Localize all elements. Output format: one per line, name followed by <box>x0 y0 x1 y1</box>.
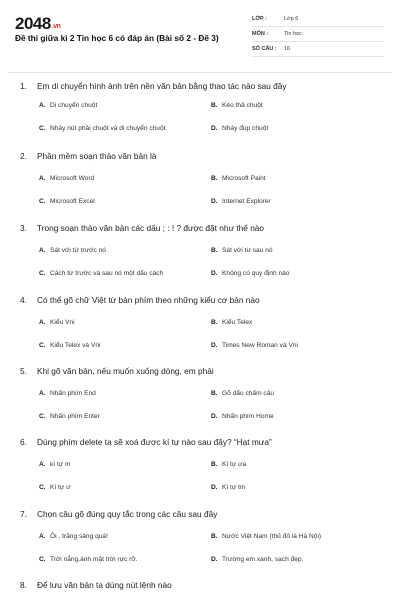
question-8 <box>20 579 380 591</box>
option-label: D. <box>211 270 218 277</box>
meta-row-count <box>252 42 384 57</box>
option-label: D. <box>211 413 218 420</box>
option-d[interactable] <box>211 198 271 205</box>
question-number: 2. <box>20 151 27 161</box>
meta-value: Lớp 6 <box>284 16 299 22</box>
option-d[interactable] <box>211 484 245 491</box>
option-a[interactable] <box>39 247 106 254</box>
option-a[interactable] <box>39 319 75 326</box>
option-label: C. <box>39 484 46 491</box>
option-a[interactable] <box>39 390 96 397</box>
option-text: Ôi , trăng sáng quá! <box>50 533 108 540</box>
option-label: A. <box>39 390 46 397</box>
option-text: Kiểu Telex và Vni <box>50 342 101 349</box>
option-text: Trường em xanh, sạch đẹp. <box>222 556 304 563</box>
option-label: D. <box>211 342 218 349</box>
question-number: 7. <box>20 509 27 519</box>
option-text: Gõ dấu chấm câu <box>222 390 275 397</box>
option-text: Nhấn phím Enter <box>50 413 100 420</box>
question-number: 3. <box>20 223 27 233</box>
exam-meta-table <box>252 12 384 57</box>
question-text: Dùng phím delete ta sẽ xoá được kí tự nào sau đây? “Hạt mưa” <box>37 437 272 447</box>
question-number: 1. <box>20 81 27 91</box>
option-label: C. <box>39 198 46 205</box>
option-d[interactable] <box>211 125 268 132</box>
option-b[interactable] <box>211 461 246 468</box>
question-7 <box>20 508 380 563</box>
option-a[interactable] <box>39 461 71 468</box>
meta-value: Tin học <box>284 31 302 37</box>
option-text: Cách từ trước và sau nó một dấu cách <box>50 270 164 277</box>
meta-value: 16 <box>284 46 291 52</box>
option-d[interactable] <box>211 342 298 349</box>
option-label: A. <box>39 533 46 540</box>
option-text: Times New Roman và Vni <box>222 342 298 349</box>
option-text: Microsoft Word <box>50 175 95 182</box>
question-number: 6. <box>20 437 27 447</box>
question-4 <box>20 294 380 349</box>
question-text: Khi gõ văn bản, nếu muốn xuống dòng, em phải <box>37 366 214 376</box>
meta-key: MÔN : <box>252 31 269 37</box>
option-label: A. <box>39 175 46 182</box>
option-c[interactable] <box>39 342 100 349</box>
question-2 <box>20 150 380 205</box>
option-label: A. <box>39 247 46 254</box>
option-b[interactable] <box>211 390 274 397</box>
header-divider <box>8 72 392 73</box>
option-d[interactable] <box>211 556 303 563</box>
option-b[interactable] <box>211 247 273 254</box>
option-label: B. <box>211 175 218 182</box>
option-label: B. <box>211 102 218 109</box>
question-text: Chọn câu gõ đúng quy tắc trong các câu sau đây <box>37 509 218 519</box>
meta-row-class <box>252 12 384 27</box>
document-title: Đề thi giữa kì 2 Tin học 6 có đáp án (Bài số 2 - Đề 3) <box>15 33 219 43</box>
option-text: Không có quy định nào <box>222 270 290 277</box>
option-a[interactable] <box>39 533 108 540</box>
meta-key: LỚP : <box>252 16 267 22</box>
option-label: C. <box>39 125 46 132</box>
option-label: C. <box>39 556 46 563</box>
option-text: Microsoft Excel <box>50 198 95 205</box>
option-label: D. <box>211 125 218 132</box>
option-a[interactable] <box>39 175 94 182</box>
logo-text: 2048 <box>15 14 51 33</box>
question-number: 4. <box>20 295 27 305</box>
option-c[interactable] <box>39 125 165 132</box>
option-label: B. <box>211 461 218 468</box>
option-b[interactable] <box>211 319 252 326</box>
option-text: Kéo thả chuột <box>222 102 263 109</box>
document-header <box>0 0 400 64</box>
option-c[interactable] <box>39 484 71 491</box>
option-text: Kí tự ư <box>50 484 71 491</box>
option-c[interactable] <box>39 198 95 205</box>
meta-key: SỐ CÂU : <box>252 46 277 52</box>
question-text: Có thể gõ chữ Việt từ bàn phím theo những kiểu cơ bản nào <box>37 295 260 305</box>
option-text: Nhấn phím End <box>50 390 96 397</box>
option-b[interactable] <box>211 175 266 182</box>
question-text: Em di chuyển hình ảnh trên nền văn bản bằng thao tác nào sau đây <box>37 81 287 91</box>
option-text: Kí tự ưa <box>222 461 247 468</box>
option-label: D. <box>211 556 218 563</box>
option-c[interactable] <box>39 413 100 420</box>
option-text: Nháy đúp chuột <box>222 125 269 132</box>
question-1 <box>20 80 380 132</box>
question-number: 8. <box>20 580 27 590</box>
option-text: Kí tự tm <box>222 484 246 491</box>
option-text: Nhấn phím Home <box>222 413 274 420</box>
option-label: C. <box>39 270 46 277</box>
question-text: Để lưu văn bản ta dùng nút lệnh nào <box>37 580 172 590</box>
option-a[interactable] <box>39 102 97 109</box>
option-c[interactable] <box>39 556 138 563</box>
option-b[interactable] <box>211 102 263 109</box>
option-text: Sát với từ trước nó <box>50 247 106 254</box>
option-label: C. <box>39 342 46 349</box>
option-label: B. <box>211 247 218 254</box>
logo-suffix: .vn <box>51 23 61 30</box>
option-text: Nước Việt Nam (thủ đô là Hà Nội) <box>222 533 322 540</box>
option-text: Nháy nút phải chuột và di chuyển chuột <box>50 125 166 132</box>
option-label: B. <box>211 390 218 397</box>
option-label: A. <box>39 102 46 109</box>
question-number: 5. <box>20 366 27 376</box>
option-d[interactable] <box>211 270 289 277</box>
option-label: B. <box>211 319 218 326</box>
option-text: Trời nắng,ánh mặt trời rực rỡ. <box>50 556 138 563</box>
option-label: D. <box>211 484 218 491</box>
option-text: Sát với từ sau nó <box>222 247 273 254</box>
question-5 <box>20 365 380 420</box>
option-text: Internet Explorer <box>222 198 271 205</box>
site-logo[interactable] <box>15 14 60 34</box>
option-text: kí tự m <box>50 461 71 468</box>
option-d[interactable] <box>211 413 274 420</box>
option-label: C. <box>39 413 46 420</box>
option-c[interactable] <box>39 270 163 277</box>
option-label: B. <box>211 533 218 540</box>
option-b[interactable] <box>211 533 321 540</box>
option-text: Microsoft Paint <box>222 175 266 182</box>
option-label: D. <box>211 198 218 205</box>
option-text: Kiểu Vni <box>50 319 75 326</box>
question-text: Phần mềm soạn thảo văn bản là <box>37 151 157 161</box>
question-text: Trong soạn thảo văn bản các dấu ; : ! ? được đặt như thế nào <box>37 223 265 233</box>
meta-row-subject <box>252 27 384 42</box>
option-label: A. <box>39 461 46 468</box>
option-label: A. <box>39 319 46 326</box>
question-3 <box>20 222 380 277</box>
question-6 <box>20 436 380 491</box>
option-text: Kiểu Telex <box>222 319 253 326</box>
option-text: Di chuyển chuột <box>50 102 98 109</box>
